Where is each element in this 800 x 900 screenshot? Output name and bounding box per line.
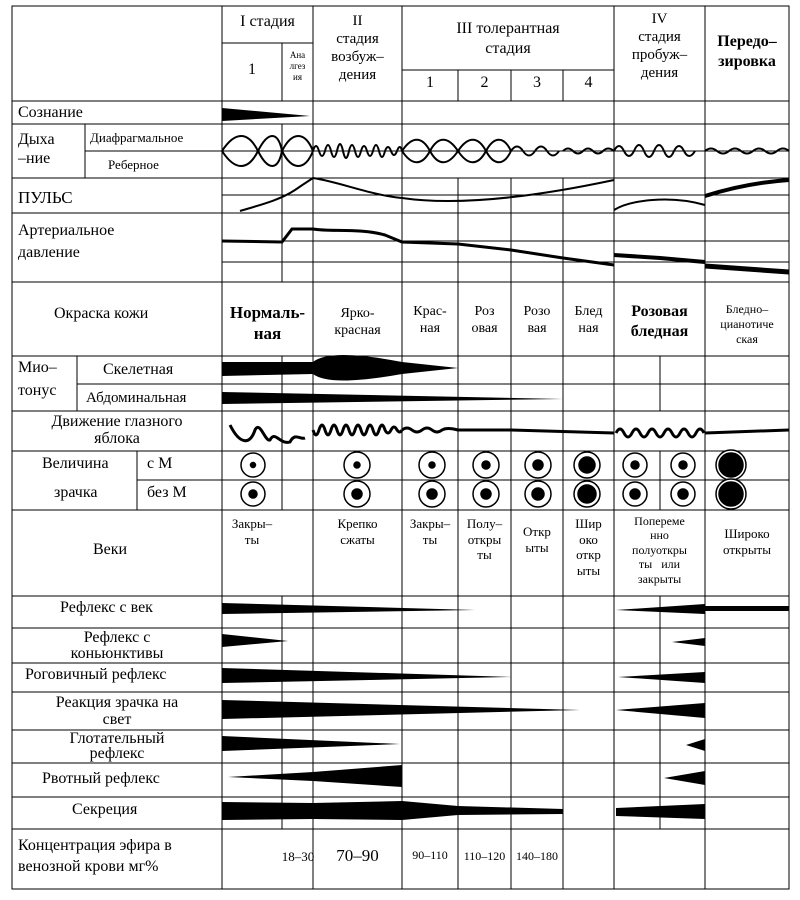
row-pupil-with-m: с М — [147, 455, 173, 472]
row-pressure — [18, 220, 114, 265]
reflex-lid-bar — [222, 603, 475, 614]
lids-overdose-a: Широко — [724, 526, 770, 541]
header-stage3-sub-3: 3 — [533, 74, 541, 91]
lids-stage4-d: ты или — [638, 557, 681, 572]
skin-stage3-4 — [563, 304, 614, 338]
header-stage2-d: дения — [338, 67, 377, 83]
row-lids: Веки — [93, 541, 128, 558]
lids-stage3-1 — [402, 516, 458, 549]
row-reflex-swallow — [12, 731, 222, 761]
tonus-skeletal-bar — [222, 355, 458, 381]
row-reflex-conj-b: коньюнктивы — [70, 645, 164, 662]
header-stage1: I стадия — [240, 13, 295, 30]
row-tonus-skeletal: Скелетная — [103, 361, 174, 378]
skin-stage2 — [313, 306, 402, 340]
row-reflex-swallow-a: Глотательный — [69, 730, 165, 747]
reflex-swallow-bar-4 — [686, 739, 705, 751]
lids-overdose-b: открыты — [723, 542, 771, 558]
row-consciousness: Сознание — [18, 104, 83, 121]
skin-stage3-4-a: Блед — [574, 304, 603, 319]
row-reflex-conj — [12, 630, 222, 662]
row-pulse: ПУЛЬС — [18, 188, 73, 207]
lids-stage4-c: полуоткры — [632, 542, 687, 557]
header-overdose-b: зировка — [718, 53, 776, 70]
header-stage3-b: стадия — [485, 40, 531, 57]
row-reflex-conj-a: Рефлекс с — [83, 629, 151, 646]
header-stage2-b: стадия — [336, 31, 379, 47]
row-ether-a: Концентрация эфира в — [18, 837, 172, 854]
lids-stage3-2 — [458, 516, 511, 563]
skin-stage2-b: красная — [334, 322, 381, 338]
skin-stage4-a: Розовая — [631, 303, 688, 320]
lids-stage3-4 — [563, 516, 614, 578]
row-secretion: Секреция — [72, 801, 138, 818]
secretion-bar-4 — [616, 804, 705, 819]
row-reflex-light-a: Реакция зрачка на — [55, 694, 179, 711]
row-pressure-a: Артериальное — [18, 222, 115, 239]
skin-overdose — [705, 302, 789, 347]
ether-stage2: 70–90 — [336, 846, 379, 865]
row-pupil-a: Величина — [42, 455, 109, 472]
skin-stage1-a: Нормаль- — [229, 303, 306, 322]
lids-stage4 — [614, 514, 705, 586]
reflex-lid-bar-5 — [705, 606, 789, 611]
lids-stage4-a: Попереме — [634, 514, 685, 528]
row-breathing-costal: Реберное — [108, 157, 159, 172]
reflex-gag-bar — [228, 765, 402, 787]
row-tonus-a: Мио– — [18, 359, 57, 376]
header-stage4-a: IV — [651, 11, 668, 27]
row-breathing-a: Дыха — [18, 131, 55, 148]
lids-stage4-b: нно — [650, 528, 669, 543]
ether-stage3-1: 90–110 — [412, 848, 448, 862]
header-stage1-sub2-c: ия — [293, 71, 302, 82]
lids-stage3-2-b: откры — [467, 531, 502, 547]
lids-stage1-b: ты — [244, 532, 260, 548]
header-stage1-sub2-a: Ана — [289, 50, 306, 60]
header-stage3-sub-4: 4 — [584, 74, 593, 91]
lids-stage3-4-a: Шир — [575, 516, 602, 531]
header-stage4-b: стадия — [638, 29, 681, 45]
row-eye-movement — [12, 414, 222, 448]
lids-stage2-b: сжаты — [340, 532, 375, 548]
lids-stage3-2-a: Полу– — [466, 516, 503, 531]
lids-stage3-4-c: откр — [576, 547, 601, 563]
header-stage4 — [614, 10, 705, 82]
row-ether-b: венозной крови мг% — [18, 857, 159, 875]
skin-stage4-b: бледная — [630, 323, 689, 340]
reflex-bars — [222, 603, 789, 820]
row-reflex-light-b: свет — [102, 710, 132, 728]
skin-overdose-c: ская — [736, 332, 758, 346]
header-stage2-a: II — [352, 13, 363, 29]
skin-stage3-1-b: ная — [419, 320, 441, 336]
lids-stage3-3 — [511, 524, 563, 557]
lids-stage3-1-a: Закры– — [409, 516, 451, 531]
skin-stage3-2-a: Роз — [474, 304, 495, 319]
reflex-corneal-bar-4 — [618, 672, 705, 683]
header-stage3-sub-2: 2 — [480, 74, 489, 91]
row-eye-movement-a: Движение глазного — [51, 413, 183, 430]
ether-stage3-3: 140–180 — [516, 849, 558, 863]
reflex-conj-bar — [222, 634, 288, 647]
row-pupil-b: зрачка — [54, 484, 98, 501]
skin-overdose-a: Бледно– — [725, 302, 769, 316]
lids-overdose — [705, 526, 789, 559]
skin-stage1 — [222, 302, 313, 345]
skin-stage3-3-a: Розо — [523, 304, 551, 319]
reflex-swallow-bar — [222, 736, 400, 751]
lids-stage3-2-c: ты — [477, 547, 492, 563]
lids-stage3-1-b: ты — [422, 532, 438, 548]
skin-overdose-b: цианотиче — [720, 317, 774, 331]
header-stage4-d: дения — [640, 65, 679, 81]
lids-stage2 — [313, 516, 402, 549]
row-ether — [18, 836, 172, 878]
row-reflex-corneal: Роговичный рефлекс — [25, 666, 167, 683]
skin-stage2-a: Ярко- — [340, 306, 375, 321]
lids-stage4-e: закрыты — [637, 571, 682, 586]
row-tonus-b: тонус — [18, 382, 57, 400]
skin-stage3-1-a: Крас- — [413, 304, 447, 319]
header-stage1-sub1: 1 — [248, 61, 256, 78]
reflex-light-bar — [222, 700, 580, 719]
row-breathing-diaphragm: Диафрагмальное — [90, 130, 184, 145]
reflex-gag-bar-4 — [664, 771, 705, 785]
header-stage2 — [313, 12, 402, 84]
header-stage3 — [402, 19, 614, 59]
row-reflex-gag: Рвотный рефлекс — [42, 770, 160, 787]
row-reflex-swallow-b: рефлекс — [89, 745, 145, 763]
secretion-bar — [222, 801, 563, 820]
lids-stage3-4-b: око — [579, 531, 598, 547]
lids-stage2-a: Крепко — [337, 516, 378, 531]
lids-stage3-3-b: ыты — [525, 540, 549, 556]
pressure-curve — [222, 229, 789, 272]
row-tonus — [18, 356, 57, 402]
lids-stage1 — [222, 516, 282, 549]
ether-stage3-2: 110–120 — [463, 849, 506, 863]
lids-stage3-3-a: Откр — [523, 524, 551, 539]
header-stage2-c: возбуж– — [331, 49, 384, 65]
lids-stage1-a: Закры– — [231, 516, 273, 531]
ether-stage1: 18–30 — [281, 849, 315, 864]
header-stage4-c: пробуж– — [631, 47, 688, 63]
consciousness-bar — [222, 108, 310, 121]
skin-stage3-4-b: ная — [578, 320, 599, 336]
header-stage3-a: III толерантная — [456, 20, 560, 37]
row-reflex-lid: Рефлекс с век — [60, 599, 153, 616]
row-skin: Окраска кожи — [54, 305, 149, 322]
header-stage1-sub2-b: лгез — [289, 60, 306, 71]
row-eye-movement-b: яблока — [94, 429, 140, 447]
tonus-abdominal-bar — [222, 392, 563, 404]
header-stage1-sub2 — [282, 50, 313, 82]
row-pupil-without-m: без М — [147, 484, 187, 501]
row-pressure-b: давление — [18, 244, 80, 262]
skin-stage3-3-b: вая — [527, 320, 547, 336]
skin-stage3-3 — [511, 304, 563, 338]
skin-stage1-b: ная — [253, 324, 282, 344]
skin-stage3-1 — [402, 304, 458, 338]
lids-stage3-4-d: ыты — [576, 562, 601, 578]
row-tonus-abdominal: Абдоминальная — [86, 390, 187, 406]
row-breathing-b: –ние — [18, 150, 51, 168]
skin-stage3-2-b: овая — [471, 320, 498, 336]
row-breathing — [18, 130, 55, 168]
skin-stage4 — [614, 302, 705, 342]
header-overdose-a: Передо– — [717, 33, 777, 50]
header-stage3-sub-1: 1 — [426, 74, 434, 91]
header-overdose — [705, 32, 789, 72]
skin-stage3-2 — [458, 304, 511, 338]
reflex-conj-bar-4 — [672, 638, 705, 646]
reflex-corneal-bar — [222, 668, 512, 683]
row-reflex-light — [12, 695, 222, 729]
